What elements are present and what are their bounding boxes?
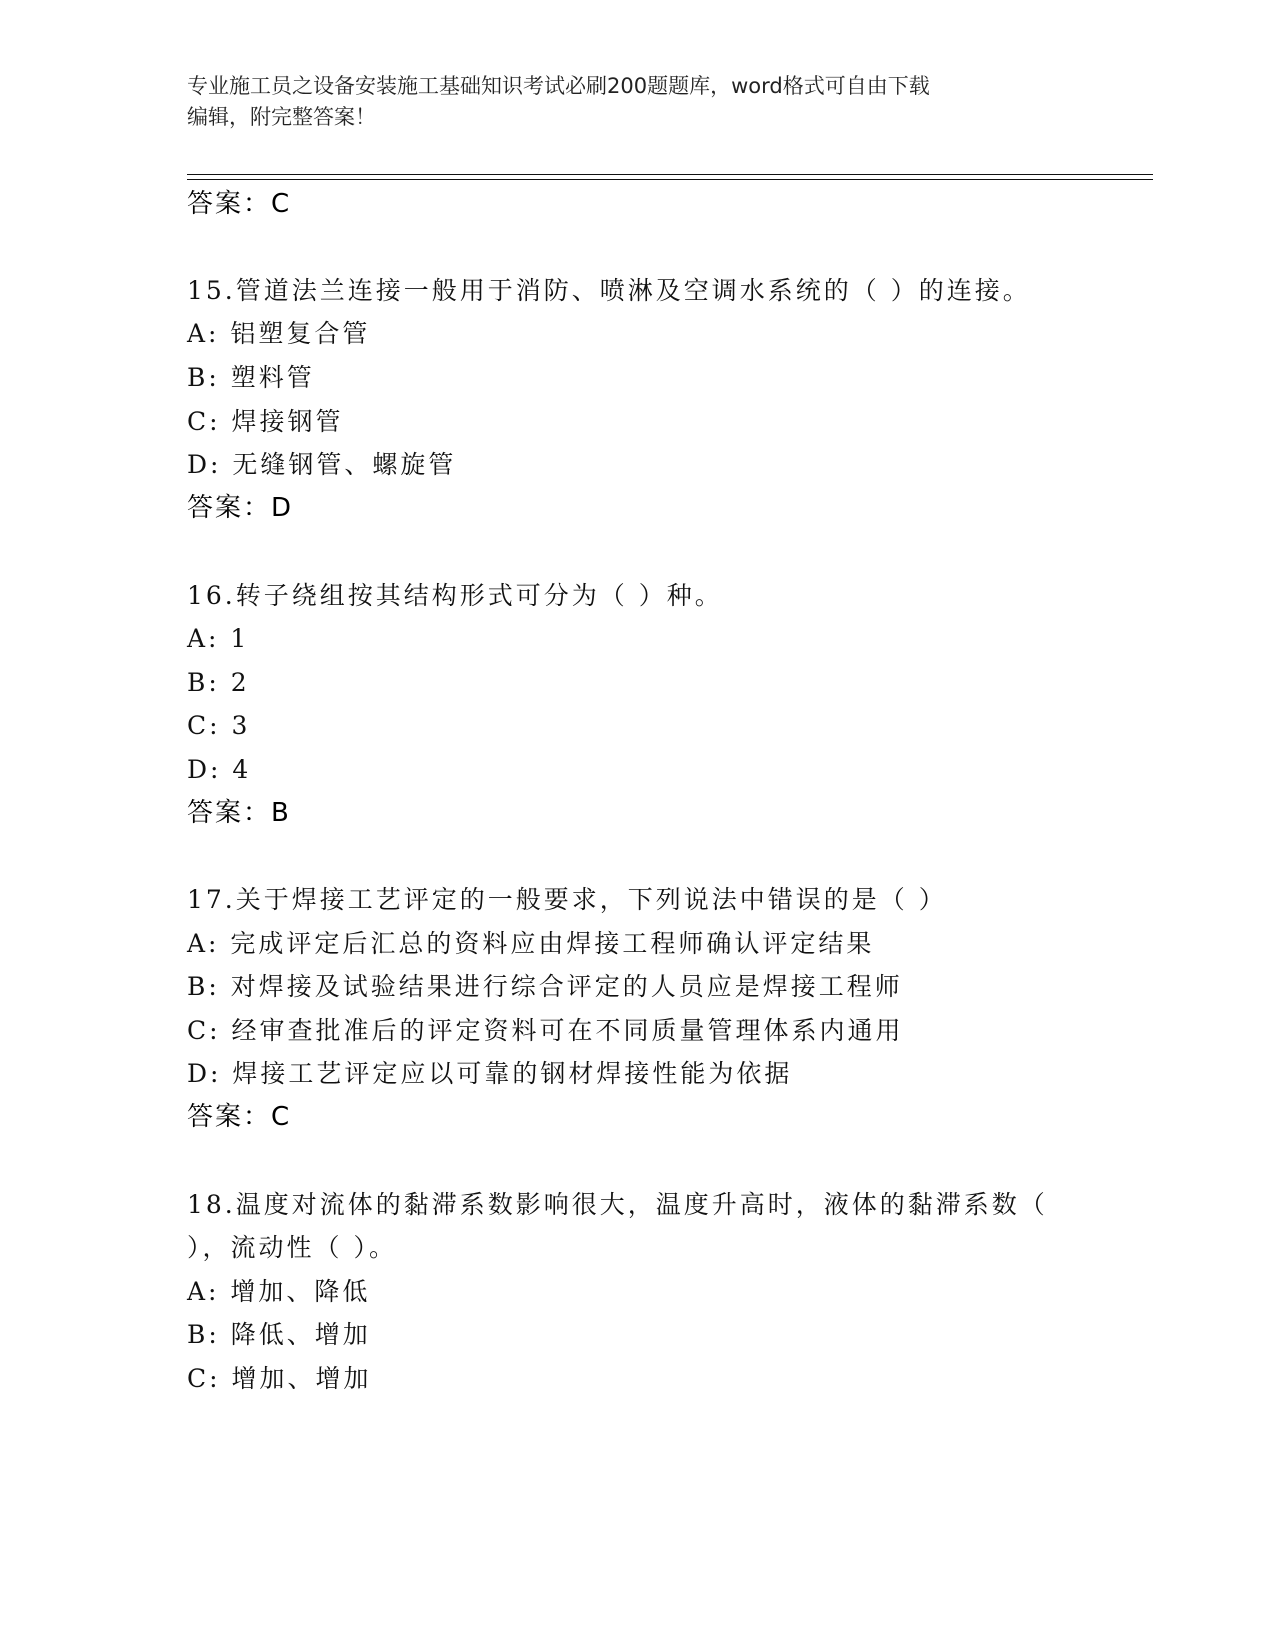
question-15-option-d: D: 无缝钢管、螺旋管 <box>187 450 457 479</box>
question-16-option-a: A: 1 <box>187 624 250 653</box>
document-header-line-1: 专业施工员之设备安装施工基础知识考试必刷200题题库，word格式可自由下载 <box>187 74 930 98</box>
question-17-stem: 17.关于焊接工艺评定的一般要求，下列说法中错误的是（ ） <box>187 885 947 914</box>
question-15-answer: 答案：D <box>187 493 294 523</box>
header-divider-top <box>187 174 1153 175</box>
document-header-line-2: 编辑，附完整答案！ <box>187 105 376 129</box>
question-18-option-c: C: 增加、增加 <box>187 1364 372 1393</box>
question-18-option-b: B: 降低、增加 <box>187 1320 371 1349</box>
question-15-option-c: C: 焊接钢管 <box>187 407 344 436</box>
question-16-option-c: C: 3 <box>187 711 251 740</box>
question-18-option-a: A: 增加、降低 <box>187 1277 371 1306</box>
question-17-option-b: B: 对焊接及试验结果进行综合评定的人员应是焊接工程师 <box>187 972 903 1001</box>
question-16-answer: 答案：B <box>187 798 291 828</box>
question-18-stem-line-2: ），流动性（ ）。 <box>187 1233 397 1262</box>
question-15-option-a: A: 铝塑复合管 <box>187 319 371 348</box>
question-18-stem-line-1: 18.温度对流体的黏滞系数影响很大，温度升高时，液体的黏滞系数（ <box>187 1190 1048 1219</box>
question-17-option-c: C: 经审查批准后的评定资料可在不同质量管理体系内通用 <box>187 1016 904 1045</box>
previous-answer: 答案：C <box>187 189 292 219</box>
header-divider-bottom <box>187 179 1153 180</box>
question-15-option-b: B: 塑料管 <box>187 363 315 392</box>
question-17-option-d: D: 焊接工艺评定应以可靠的钢材焊接性能为依据 <box>187 1059 793 1088</box>
question-16-stem: 16.转子绕组按其结构形式可分为（ ）种。 <box>187 581 723 610</box>
question-15-stem: 15.管道法兰连接一般用于消防、喷淋及空调水系统的（ ）的连接。 <box>187 276 1031 305</box>
question-16-option-b: B: 2 <box>187 668 250 697</box>
question-17-option-a: A: 完成评定后汇总的资料应由焊接工程师确认评定结果 <box>187 929 875 958</box>
question-17-answer: 答案：C <box>187 1102 292 1132</box>
question-16-option-d: D: 4 <box>187 755 252 784</box>
